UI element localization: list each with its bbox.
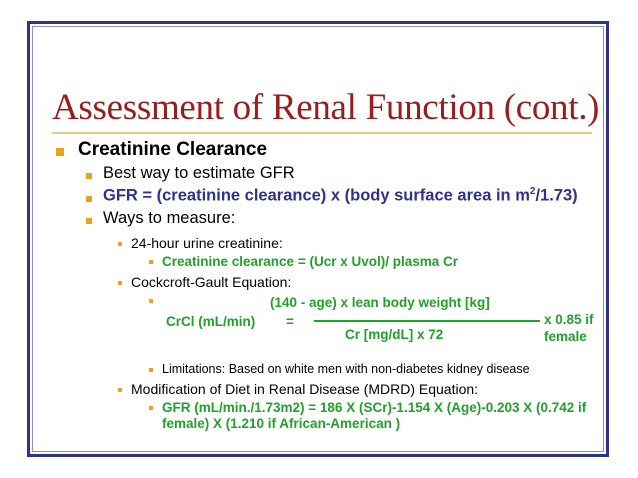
bullet-square-icon <box>86 173 92 179</box>
bullet-square-icon <box>86 196 92 202</box>
slide-title: Assessment of Renal Function (cont.) <box>52 87 600 128</box>
formula-factor-line1: x 0.85 if <box>544 312 594 327</box>
item-ways-to-measure: Ways to measure: <box>103 209 236 227</box>
bullet-square-icon <box>118 388 122 392</box>
bullet-square-icon <box>56 148 64 156</box>
fraction-bar <box>314 320 540 322</box>
formula-equals: = <box>286 314 294 329</box>
bullet-square-icon <box>149 368 153 372</box>
bullet-square-icon <box>86 218 92 224</box>
bullet-square-icon <box>149 260 153 264</box>
slide-frame <box>27 21 609 457</box>
item-cockcroft-gault: Cockcroft-Gault Equation: <box>131 274 292 290</box>
formula-lhs: CrCl (mL/min) <box>166 314 256 329</box>
bullet-square-icon <box>149 299 153 303</box>
item-limitations: Limitations: Based on white men with non-diabetes kidney disease <box>162 362 530 376</box>
heading-creatinine-clearance: Creatinine Clearance <box>78 139 268 160</box>
bullet-square-icon <box>118 242 122 246</box>
item-gfr-formula: GFR = (creatinine clearance) x (body surface area in $m^2/1.73$) <box>103 186 578 205</box>
formula-numerator: (140 - age) x lean body weight [kg] <box>270 295 490 310</box>
formula-factor-line2: female <box>544 329 587 344</box>
item-best-way: Best way to estimate GFR <box>103 164 295 182</box>
item-24-hour-urine: 24-hour urine creatinine: <box>131 235 283 251</box>
formula-mdrd-line1: GFR (mL/min./1.73m2) = 186 X (SCr)-1.154 X (Age)-0.203 X (0.742 if <box>162 400 587 415</box>
item-mdrd: Modification of Diet in Renal Disease (MDRD) Equation: <box>131 381 479 397</box>
formula-mdrd-line2: female) X (1.210 if African-American ) <box>162 416 401 431</box>
formula-denominator: Cr [mg/dL] x 72 <box>345 327 444 342</box>
formula-creatinine-clearance: Creatinine clearance = (Ucr x Uvol)/ plasma Cr <box>162 254 458 269</box>
bullet-square-icon <box>118 281 122 285</box>
title-divider <box>52 132 592 134</box>
bullet-square-icon <box>149 406 153 410</box>
